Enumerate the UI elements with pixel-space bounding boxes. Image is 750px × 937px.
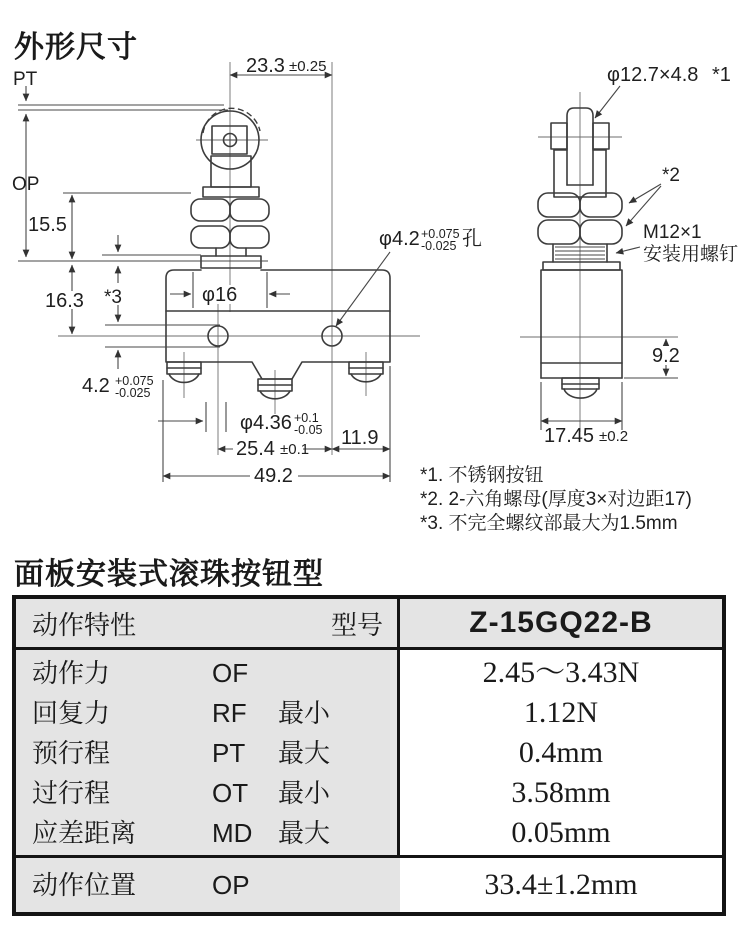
table-row: 动作力 OF <box>32 658 249 688</box>
screw-label-1: M12×1 <box>643 222 702 243</box>
table-body-labels <box>16 650 400 855</box>
dim-15-5-label: 15.5 <box>28 214 67 236</box>
dim-17-45-label: 17.45 <box>544 425 595 447</box>
op-label: OP <box>12 174 40 195</box>
table-value: 0.05mm <box>511 816 611 849</box>
table-footer-label: 动作位置 OP <box>16 855 400 912</box>
svg-text:-0.025: -0.025 <box>421 239 457 253</box>
table-header-model: Z-15GQ22-B <box>400 599 722 650</box>
table-row: 过行程 OT 最小 <box>32 778 331 808</box>
dim-11-9-label: 11.9 <box>341 427 379 449</box>
hole-leader <box>336 252 390 326</box>
side-view-drawing <box>520 64 738 447</box>
dim-9-2-label: 9.2 <box>652 345 680 367</box>
note-3: *3. 不完全螺纹部最大为1.5mm <box>420 513 678 534</box>
table-row: 应差距离 MD 最大 <box>32 818 331 848</box>
table-row: 预行程 PT 最大 <box>32 738 331 768</box>
terminal-screw-side <box>562 378 599 398</box>
table-footer-value: 33.4±1.2mm <box>400 855 722 912</box>
svg-text:-0.025: -0.025 <box>115 386 151 400</box>
threaded-bushing-base <box>201 256 261 268</box>
svg-text:±0.1: ±0.1 <box>280 441 310 458</box>
dim-49-2-label: 49.2 <box>254 465 293 487</box>
pt-label: PT <box>13 69 38 90</box>
plunger-shaft <box>211 156 251 187</box>
switch-body-side <box>541 262 622 378</box>
section-title: 面板安装式滚珠按钮型 <box>14 558 324 591</box>
spec-table <box>12 595 726 916</box>
svg-text:+0.075: +0.075 <box>115 374 154 388</box>
hole-label: φ4.2 <box>379 228 420 250</box>
header-characteristics: 动作特性 <box>32 609 137 640</box>
hole-suffix: 孔 <box>462 228 482 250</box>
note-1: *1. 不锈钢按钮 <box>420 465 544 486</box>
dim-16-3-label: 16.3 <box>45 290 84 312</box>
table-row: 回复力 RF 最小 <box>32 698 331 728</box>
screw-label-2: 安装用螺钉 <box>643 244 739 265</box>
table-body-values <box>400 650 722 855</box>
note-2: *2. 2-六角螺母(厚度3×对边距17) <box>420 489 692 510</box>
dim-25-4-label: 25.4 <box>236 438 275 460</box>
svg-text:+0.1: +0.1 <box>294 411 319 425</box>
table-value: 2.45～3.43N <box>482 656 640 689</box>
svg-text:±0.2: ±0.2 <box>599 428 629 445</box>
dim-23-3-tol: ±0.25 <box>289 58 327 75</box>
svg-text:+0.075: +0.075 <box>421 227 460 241</box>
screw-leader <box>616 247 640 253</box>
button-leader <box>595 86 620 118</box>
dim-23-3-label: 23.3 <box>246 55 285 77</box>
button-label: φ12.7×4.8 <box>607 64 699 86</box>
star3-label: *3 <box>104 287 122 308</box>
drawing-notes <box>420 464 692 534</box>
header-model-caption: 型号 <box>330 609 383 640</box>
page-title: 外形尺寸 <box>14 31 138 64</box>
svg-text:-0.05: -0.05 <box>294 423 323 437</box>
table-value: 0.4mm <box>518 736 604 769</box>
star1-label: *1 <box>712 64 731 86</box>
dim-4-2-label: 4.2 <box>82 375 110 397</box>
dim-phi16-label: φ16 <box>202 284 238 306</box>
dim-phi436-label: φ4.36 <box>240 412 292 434</box>
table-value: 1.12N <box>523 696 599 729</box>
star2-label: *2 <box>662 165 680 186</box>
table-header-left <box>16 599 400 650</box>
front-view-drawing <box>12 55 482 487</box>
table-value: 3.58mm <box>511 776 611 809</box>
